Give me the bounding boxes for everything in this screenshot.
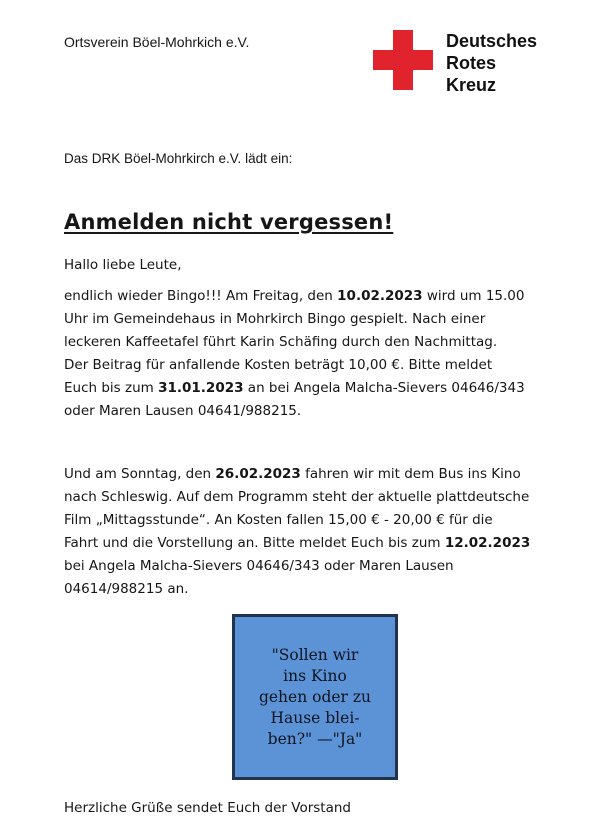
text-line	[64, 486, 584, 509]
greeting: Hallo liebe Leute,	[64, 257, 182, 273]
date-highlight: 31.01.2023	[158, 380, 244, 396]
text-line	[64, 578, 584, 601]
text-run: Film „Mittagsstunde“. An Kosten fallen 15,00 € - 20,00 € für die	[64, 512, 493, 528]
text-run: fahren wir mit dem Bus ins Kino	[300, 466, 521, 482]
date-highlight: 12.02.2023	[444, 535, 531, 551]
text-run: endlich wieder Bingo!!! Am Freitag, den	[64, 288, 338, 304]
quote-text: "Sollen wir ins Kino gehen oder zu Hause blei- ben?" —"Ja"	[258, 645, 372, 748]
logo-text	[446, 30, 537, 96]
red-cross-icon	[373, 30, 433, 90]
text-line	[64, 285, 584, 308]
text-run: Euch bis zum	[64, 380, 159, 396]
logo-line: Deutsches	[446, 31, 538, 51]
text-run: 04614/988215 an.	[64, 581, 189, 597]
text-run: oder Maren Lausen 04641/988215.	[64, 403, 302, 419]
text-line	[64, 532, 584, 555]
text-line	[64, 354, 584, 377]
text-run: wird um 15.00	[422, 288, 525, 304]
text-run: Und am Sonntag, den	[64, 466, 216, 482]
logo-line: Kreuz	[446, 75, 497, 95]
text-run: an bei Angela Malcha-Sievers 04646/343	[243, 380, 525, 396]
text-run: Fahrt und die Vorstellung an. Bitte meldet Euch bis zum	[64, 535, 445, 551]
logo-line: Rotes	[446, 53, 497, 73]
text-line	[64, 331, 584, 354]
page-heading: Anmelden nicht vergessen!	[64, 210, 394, 234]
text-line	[64, 400, 584, 423]
text-line	[64, 509, 584, 532]
text-run: Der Beitrag für anfallende Kosten beträgt 10,00 €. Bitte meldet	[64, 357, 493, 373]
quote-box	[232, 614, 398, 780]
text-line	[64, 308, 584, 331]
org-name: Ortsverein Böel-Mohrkich e.V.	[64, 34, 250, 50]
drk-logo	[373, 30, 588, 102]
intro-text: Das DRK Böel-Mohrkirch e.V. lädt ein:	[64, 151, 293, 166]
date-highlight: 26.02.2023	[215, 466, 301, 482]
text-line	[64, 463, 584, 486]
text-run: Uhr im Gemeindehaus in Mohrkirch Bingo gespielt. Nach einer	[64, 311, 486, 327]
cinema-paragraph	[64, 463, 584, 601]
date-highlight: 10.02.2023	[337, 288, 423, 304]
closing-line: Herzliche Grüße sendet Euch der Vorstand	[64, 800, 351, 816]
text-run: bei Angela Malcha-Sievers 04646/343 oder Maren Lausen	[64, 558, 454, 574]
text-line	[64, 555, 584, 578]
text-line	[64, 377, 584, 400]
text-run: leckeren Kaffeetafel führt Karin Schäfing durch den Nachmittag.	[64, 334, 498, 350]
text-run: nach Schleswig. Auf dem Programm steht der aktuelle plattdeutsche	[64, 489, 530, 505]
bingo-paragraph	[64, 285, 584, 423]
